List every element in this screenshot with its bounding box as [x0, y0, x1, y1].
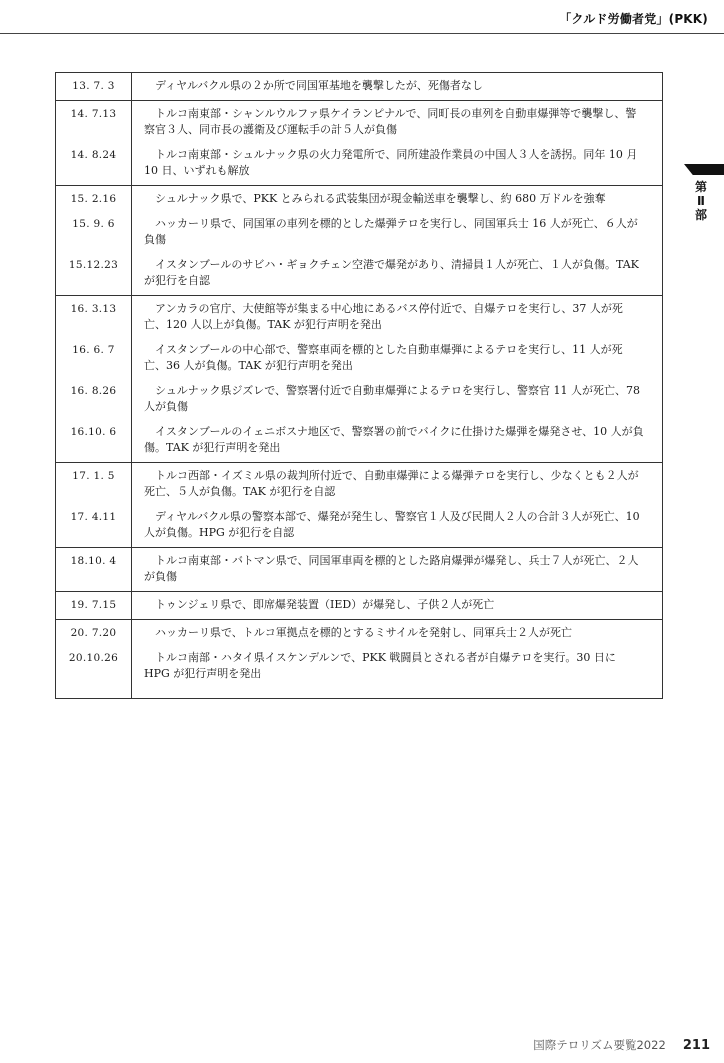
event-date: 20.10.26	[56, 645, 132, 699]
table-row	[56, 296, 663, 338]
part-tab-marker	[684, 164, 724, 175]
incident-table	[55, 72, 663, 699]
table-row	[56, 463, 663, 505]
event-date: 15. 2.16	[56, 186, 132, 212]
part-index-tab	[684, 164, 724, 222]
part-tab-label: 第Ⅱ部	[694, 180, 707, 222]
event-description: ディヤルバクル県の警察本部で、爆発が発生し、警察官１人及び民間人２人の合計３人が死亡、10 人が負傷。HPG が犯行を自認	[132, 504, 663, 548]
event-date: 14. 8.24	[56, 142, 132, 186]
page-footer	[533, 1034, 710, 1053]
page-number: 211	[682, 1038, 710, 1053]
event-description: ディヤルバクル県の２か所で同国軍基地を襲撃したが、死傷者なし	[132, 73, 663, 101]
event-description: トルコ南部・ハタイ県イスケンデルンで、PKK 戦闘員とされる者が自爆テロを実行。30 日に HPG が犯行声明を発出	[132, 645, 663, 699]
table-row	[56, 504, 663, 548]
header-rule	[0, 33, 724, 34]
table-row	[56, 378, 663, 419]
table-row	[56, 211, 663, 252]
table-row	[56, 73, 663, 101]
event-description: トルコ南東部・シュルナック県の火力発電所で、同所建設作業員の中国人３人を誘拐。同年 10 月 10 日、いずれも解放	[132, 142, 663, 186]
table-row	[56, 142, 663, 186]
event-description: ハッカーリ県で、トルコ軍拠点を標的とするミサイルを発射し、同軍兵士２人が死亡	[132, 620, 663, 646]
event-date: 16. 8.26	[56, 378, 132, 419]
event-description: トルコ南東部・シャンルウルファ県ケイランピナルで、同町長の車列を自動車爆弾等で襲撃し、警察官３人、同市長の護衛及び運転手の計５人が負傷	[132, 101, 663, 143]
event-description: トゥンジェリ県で、即席爆発装置（IED）が爆発し、子供２人が死亡	[132, 592, 663, 620]
event-date: 16.10. 6	[56, 419, 132, 463]
table-row	[56, 252, 663, 296]
event-date: 18.10. 4	[56, 548, 132, 592]
table-row	[56, 645, 663, 699]
event-date: 15. 9. 6	[56, 211, 132, 252]
table-row	[56, 419, 663, 463]
event-description: トルコ西部・イズミル県の裁判所付近で、自動車爆弾による爆弾テロを実行し、少なくとも２人が死亡、５人が負傷。TAK が犯行を自認	[132, 463, 663, 505]
event-date: 14. 7.13	[56, 101, 132, 143]
table-row	[56, 620, 663, 646]
table-row	[56, 186, 663, 212]
event-description: イスタンブールのイェニボスナ地区で、警察署の前でバイクに仕掛けた爆弾を爆発させ、10 人が負傷。TAK が犯行声明を発出	[132, 419, 663, 463]
event-date: 20. 7.20	[56, 620, 132, 646]
event-description: トルコ南東部・バトマン県で、同国軍車両を標的とした路肩爆弾が爆発し、兵士７人が死亡、２人が負傷	[132, 548, 663, 592]
event-date: 19. 7.15	[56, 592, 132, 620]
table-row	[56, 101, 663, 143]
event-date: 17. 4.11	[56, 504, 132, 548]
event-date: 13. 7. 3	[56, 73, 132, 101]
table-row	[56, 548, 663, 592]
event-date: 15.12.23	[56, 252, 132, 296]
table-row	[56, 337, 663, 378]
event-description: イスタンブールの中心部で、警察車両を標的とした自動車爆弾によるテロを実行し、11 人が死亡、36 人が負傷。TAK が犯行声明を発出	[132, 337, 663, 378]
running-header-title: 「クルド労働者党」(PKK)	[559, 12, 708, 26]
book-title: 国際テロリズム要覧2022	[533, 1038, 666, 1052]
event-description: シュルナック県で、PKK とみられる武装集団が現金輸送車を襲撃し、約 680 万ドルを強奪	[132, 186, 663, 212]
event-date: 16. 6. 7	[56, 337, 132, 378]
event-description: シュルナック県ジズレで、警察署付近で自動車爆弾によるテロを実行し、警察官 11 人が死亡、78 人が負傷	[132, 378, 663, 419]
event-date: 17. 1. 5	[56, 463, 132, 505]
event-description: イスタンブールのサビハ・ギョクチェン空港で爆発があり、清掃員１人が死亡、１人が負傷。TAK が犯行を自認	[132, 252, 663, 296]
table-row	[56, 592, 663, 620]
event-description: ハッカーリ県で、同国軍の車列を標的とした爆弾テロを実行し、同国軍兵士 16 人が死亡、６人が負傷	[132, 211, 663, 252]
event-description: アンカラの官庁、大使館等が集まる中心地にあるバス停付近で、自爆テロを実行し、37 人が死亡、120 人以上が負傷。TAK が犯行声明を発出	[132, 296, 663, 338]
event-date: 16. 3.13	[56, 296, 132, 338]
